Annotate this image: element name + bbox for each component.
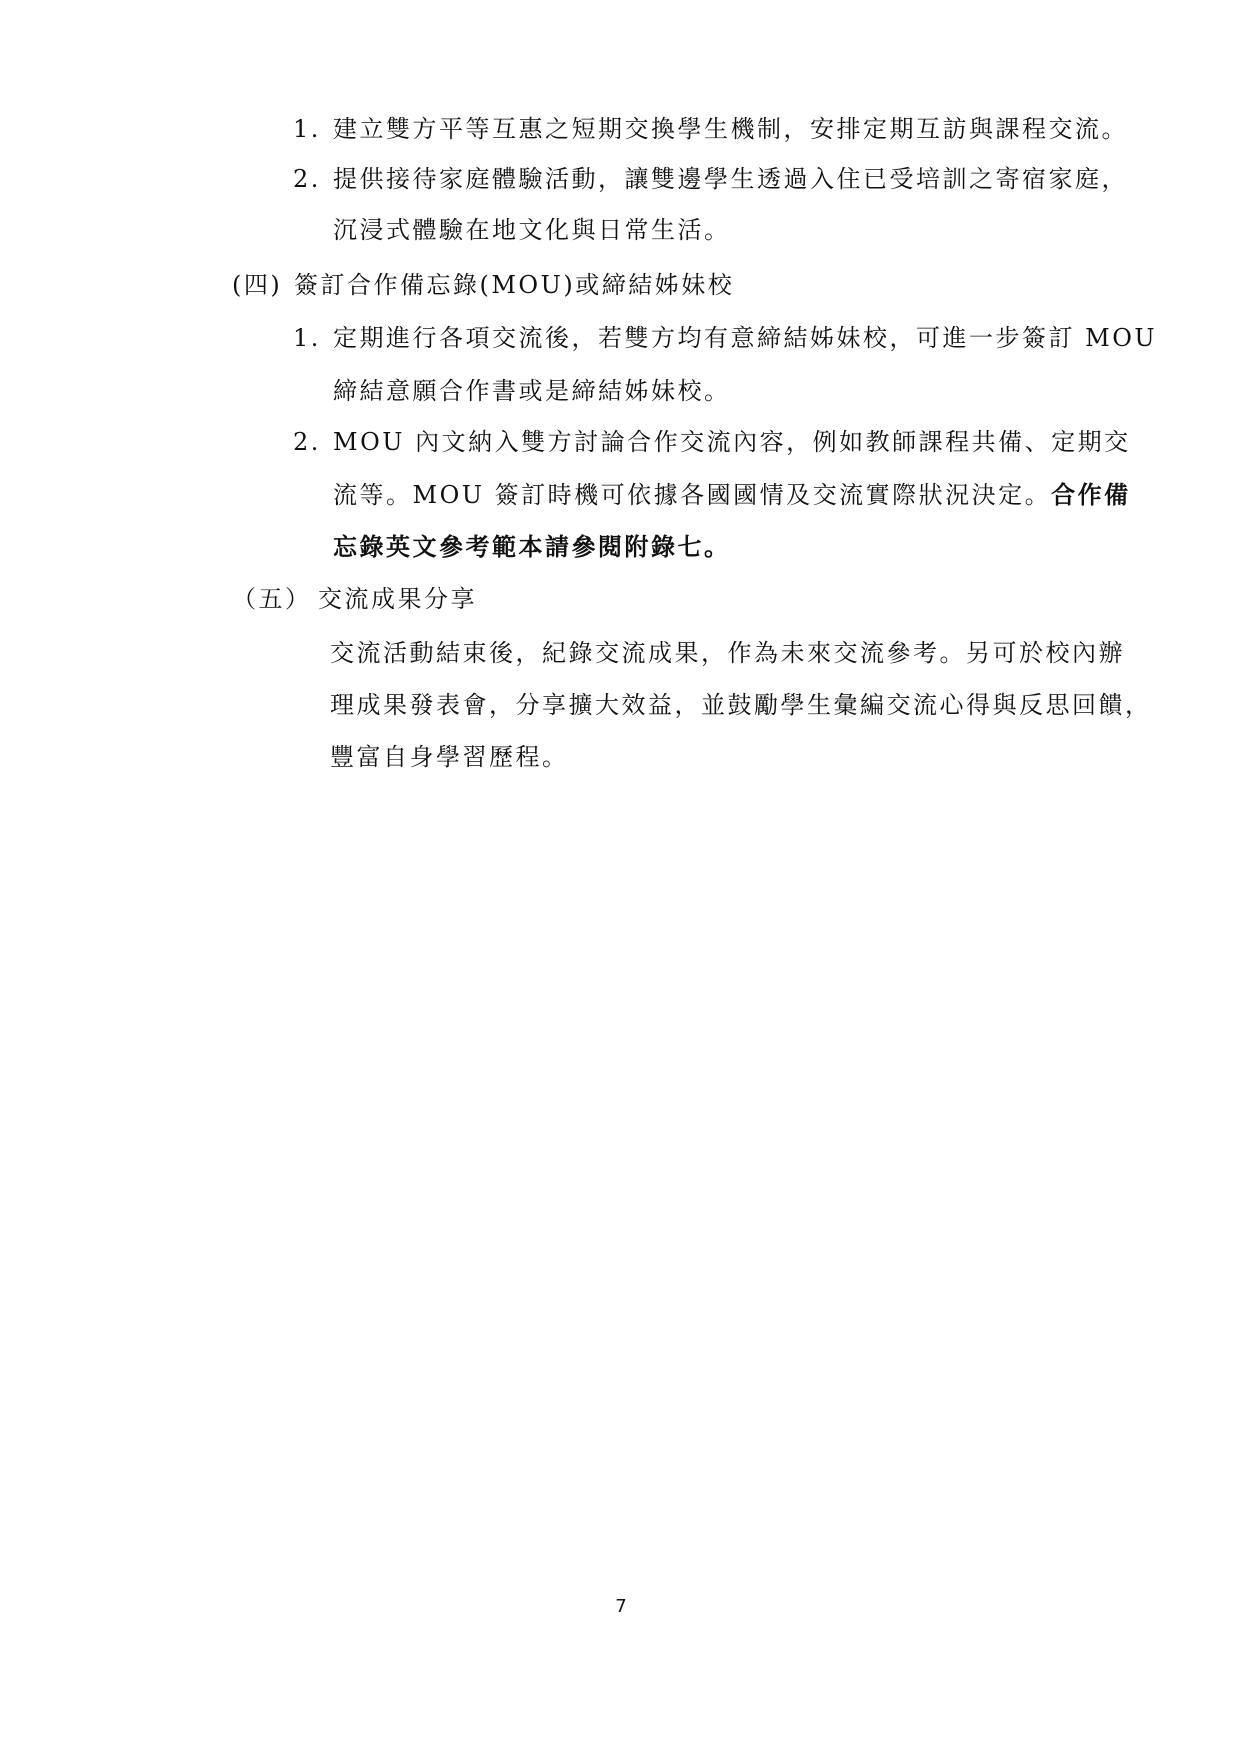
body-text: 豐富自身學習歷程。 — [330, 743, 569, 771]
section3-item2-line1 — [293, 162, 1128, 196]
section4-heading — [232, 268, 734, 302]
section5-body-line2 — [330, 688, 1152, 722]
item-text: 流等。MOU 簽訂時機可依據各國國情及交流實際狀況決定。 — [333, 481, 1052, 509]
section-marker: (四) — [232, 271, 283, 299]
section5-body-line1 — [330, 636, 1125, 670]
body-text: 交流活動結束後，紀錄交流成果，作為未來交流參考。另可於校內辦 — [330, 639, 1125, 667]
item-number: 2. — [293, 165, 321, 193]
section3-item1-line1 — [293, 112, 1128, 146]
item-number: 2. — [293, 428, 321, 456]
item-text-bold: 忘錄英文參考範本請參閱附錄七。 — [333, 532, 731, 561]
item-text-bold: 合作備 — [1051, 480, 1131, 509]
section4-item2-line3 — [333, 530, 731, 564]
section-marker: （五） — [232, 585, 312, 613]
section4-item2-line1 — [293, 425, 1131, 459]
item-number: 1. — [293, 115, 321, 143]
page-number: 7 — [615, 1596, 627, 1617]
item-text: 沉浸式體驗在地文化與日常生活。 — [333, 216, 731, 244]
section4-item1-line2 — [333, 374, 731, 408]
item-number: 1. — [293, 324, 321, 352]
section4-item1-line1 — [293, 321, 1157, 355]
section5-body-line3 — [330, 740, 569, 774]
item-text: 締結意願合作書或是締結姊妹校。 — [333, 377, 731, 405]
section4-item2-line2 — [333, 478, 1131, 512]
section-title: 交流成果分享 — [318, 585, 477, 613]
item-text: 提供接待家庭體驗活動，讓雙邊學生透過入住已受培訓之寄宿家庭， — [333, 165, 1128, 193]
section-title: 簽訂合作備忘錄(MOU)或締結姊妹校 — [294, 271, 735, 299]
body-text: 理成果發表會，分享擴大效益，並鼓勵學生彙編交流心得與反思回饋， — [330, 691, 1152, 719]
item-text: 建立雙方平等互惠之短期交換學生機制，安排定期互訪與課程交流。 — [333, 115, 1128, 143]
item-text: MOU 內文納入雙方討論合作交流內容，例如教師課程共備、定期交 — [333, 428, 1131, 456]
section3-item2-line2 — [333, 213, 731, 247]
item-text: 定期進行各項交流後，若雙方均有意締結姊妹校，可進一步簽訂 MOU — [333, 324, 1158, 352]
section5-heading — [232, 582, 477, 616]
